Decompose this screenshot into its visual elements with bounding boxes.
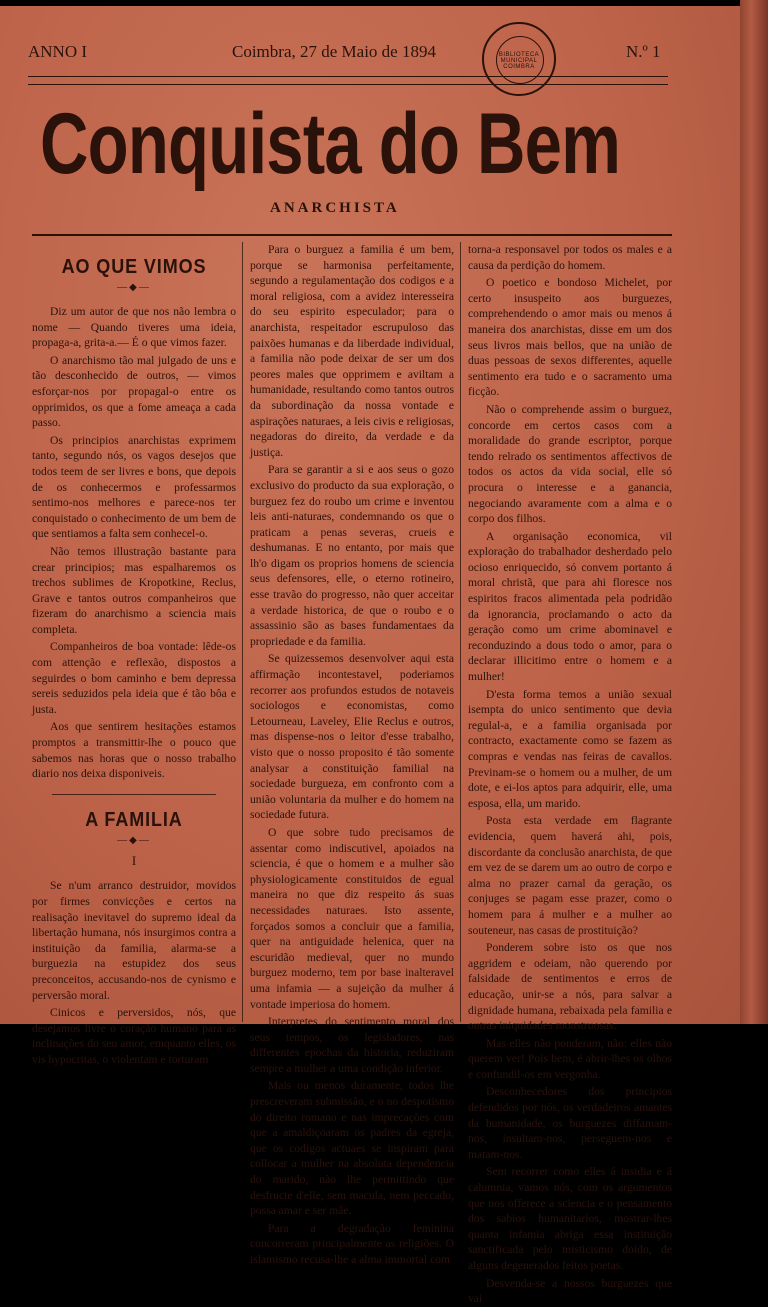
paragraph: Cinicos e perversidos, nós, que desejamos livre o coração humano para as inclinações do seu amor, emquanto elles, os vis hypocritas, o violentam e torturam xyxy=(32,1006,236,1066)
paragraph: Ponderem sobre isto os que nos aggridem e odeiam, não querendo por falsidade de sentimentos e erros de educação, unir-se a nós, para salvar a dignidade humana, rebaixada pela familia e outras iniquidades monstruosas. xyxy=(468,941,672,1033)
newspaper-page xyxy=(0,6,740,1306)
paragraph: Para o burguez a familia é um bem, porque se harmonisa perfeitamente, segundo a regulamentação dos codigos e a moral religiosa, com a avidez interesseira do seu espirito especulador; para o anarchista, respeitador escrupuloso das paixões humanas e da liberdade individual, a familia não pode deixar de ser um dos peores males que opprimem e aviltam a humanidade, resultando como tantos outros da subordinação da nossa vontade e aspirações naturaes, a leis civis e religiosas, negadoras do direito, da verdade e da justiça. xyxy=(250,243,454,459)
paragraph: Se n'um arranco destruidor, movidos por firmes convicções e certos na realisação inevitavel do supremo ideal da libertação humana, nós insurgimos contra a instituição da familia, alarma-se a burguezia na estupidez dos seus preconceitos, accusando-nos de cynismo e perversão moral. xyxy=(32,879,236,1002)
column-2 xyxy=(250,242,454,1266)
paragraph: Mas elles não ponderam, não: elles não querem ver! Pois bem, é abrir-lhes os olhos e confundil-os em vergonha. xyxy=(468,1036,672,1081)
paragraph: O que sobre tudo precisamos de assentar como indiscutivel, apoiados na sciencia, é que o homem e a mulher são physiologicamente constituidos de egual maneira no que diz respeito ás suas necessidades naturaes. Isto assente, forçados somos a concluir que a familia, quer na antiguidade helenica, quer na escuridão medieval, quer no mundo burguez moderno, tem por base inalteravel uma infamia — a sujeição da mulher á vontade imperiosa do homem. xyxy=(250,825,454,1011)
masthead-rule-top xyxy=(28,76,668,77)
page-edge xyxy=(740,0,768,1024)
paragraph: Desvenda-se a nossos burguezes que vai xyxy=(468,1276,672,1306)
paragraph: D'esta forma temos a união sexual isempta do unico sentimento que devia regulal-a, e a familia organisada por contracto, exactamente como se fazem as compras e vendas nas feiras de cavallos. Previnam-se o homem ou a mulher, de um dote, e ei-los aptos para adquirir, elle, uma esposa, ella, um marido. xyxy=(468,687,672,810)
issue-number: N.º 1 xyxy=(626,42,661,61)
stamp-text: BIBLIOTECA MUNICIPAL COIMBRA xyxy=(498,52,540,70)
article-heading-ao-que-vimos: AO QUE VIMOS xyxy=(61,256,207,278)
paragraph: Desconhecedores dos principios defendidos por nós, os verdadeiros amantes da humanidade, os burguezes diffamam-nos, insultam-nos, perseguem-nos e matam-nos. xyxy=(468,1085,672,1161)
volume-label: ANNO I xyxy=(28,42,88,61)
ornament: —◆— xyxy=(117,834,151,846)
column-1 xyxy=(32,242,236,1066)
column-separator-2 xyxy=(460,242,461,1022)
paragraph: Os principios anarchistas exprimem tanto, segundo nós, os vagos desejos que todos teem de ser livres e bons, que depois de os conhecermos e professarmos sentimo-nos melhores e parece-nos ter conquistado o conhecimento de um bem de que sentiamos a falta sem conhecel-o. xyxy=(32,433,236,541)
paragraph: Para a degradação feminina concorreram principalmente as religiões. O islamismo recusa-lhe a alma immortal com xyxy=(250,1221,454,1266)
column-3 xyxy=(468,242,672,1306)
paragraph: Para se garantir a si e aos seus o gozo exclusivo do producto da sua exploração, o burguez fez do roubo um crime e inventou leis anti-naturaes, condemnando os que o praticam a penas severas, crueis e deshumanas. E no entanto, por mais que lh'o digam os proprios homens de sciencia seus defensores, elle, o eterno rotineiro, esse travão do progresso, não quer acceitar a verdade historica, de que o roubo e o assassinio são as bases fundamentaes da propriedade e da familia. xyxy=(250,463,454,648)
dateline: Coimbra, 27 de Maio de 1894 xyxy=(232,42,436,61)
column-separator-1 xyxy=(242,242,243,1022)
paragraph: Não o comprehende assim o burguez, concorde em certos casos com a moralidade do grande escriptor, porque tendo relrado os sentimentos affectivos de todos os actos da vida social, elle só procura o interesse e a ganancia, negociando avaramente com a alma e o corpo dos filhos. xyxy=(468,402,672,526)
masthead-rule-top-2 xyxy=(28,84,668,85)
paragraph: Companheiros de boa vontade: lêde-os com attenção e reflexão, dispostos a seguirdes o bom caminho e bem depressa sereis seduzidos pela ideia que é tão bôa e justa. xyxy=(32,640,236,716)
paragraph: Posta esta verdade em flagrante evidencia, quem haverá ahi, pois, discordante da conclusão anarchista, de que em vez de se darem um ao outro de corpo e alma no prazer carnal da geração, os conjuges se pagam esse prazer, como o homem para á mulher e a mulher ao souteneur, nas casas de prostituição? xyxy=(468,814,672,937)
paragraph: O anarchismo tão mal julgado de uns e tão desconhecido de outros, — vimos esforçar-nos por propagal-o entre os opprimidos, os que a fome ameaça a cada passo. xyxy=(32,353,236,430)
paragraph: Não temos illustração bastante para crear principios; mas espalharemos os trechos sublimes de Kropotkine, Reclus, Grave e tantos outros companheiros que fizeram do anarchismo a sciencia mais completa. xyxy=(32,544,236,636)
paragraph: Se quizessemos desenvolver aqui esta affirmação incontestavel, poderiamos recorrer aos profundos estudos de notaveis sociologos e economistas, como Letourneau, Laveley, Elie Reclus e outros, mas dispense-nos o leitor d'esse trabalho, visto que o nosso proposito é tão somente analysar a constituição familial na sociedade burgueza, em confronto com a união voluntaria da mulher e do homem na sociedade futura. xyxy=(250,652,454,822)
paragraph: Interpretes do sentimento moral dos seus tempos, os legisladores, nas differentes epochas da historia, reduziram sempre a mulher a uma condição inferior. xyxy=(250,1015,454,1075)
paragraph: torna-a responsavel por todos os males e a causa da perdição do homem. xyxy=(468,243,672,272)
section-rule xyxy=(52,794,216,795)
article-heading-a-familia: A FAMILIA xyxy=(85,808,183,831)
paragraph: Aos que sentirem hesitações estamos promptos a transmittir-lhe o pouco que sabemos nas horas que o nosso trabalho diario nos deixa disponiveis. xyxy=(32,720,236,781)
masthead-rule-bottom xyxy=(32,234,672,236)
newspaper-subtitle: ANARCHISTA xyxy=(270,200,400,216)
paragraph: Mais ou menos duramente, todos lhe prescreveram submissão, e o no despotismo do direito romano e nas imprecações com que a amaldiçoaram os padres da egreja, que os codigos actuaes se inspiram para collocar a mulher na absoluta dependencia do marido, não lhe permittindo que desfructe d'elle, sem macula, nem peccado, possa amar e ser mãe. xyxy=(250,1079,454,1218)
paragraph: Sem recorrer como elles á insidia e á calumnia, vamos nós, com os argumentos que nos offerece a sciencia e o pensamento dos sabios humanitarios, mostrar-lhes quanta infamia abriga essa instituição sanctificada pelo misticismo doido, de alguns degenerados feitos poetas. xyxy=(468,1165,672,1272)
paragraph: A organisação economica, vil exploração do trabalhador desherdado pelo ocioso enriquecido, só convem portanto á moral christã, que para ahi floresce nos espiritos fracos alimentada pela podridão da ignorancia, proclamando o acto da geração como um crime abominavel e reconduzindo a dous todo o amor, para o declarar illicitimo entre o homem e a mulher! xyxy=(468,529,672,684)
paragraph: Diz um autor de que nos não lembra o nome — Quando tiveres uma ideia, propaga-a, grita-a.— É o que vimos fazer. xyxy=(32,305,236,350)
ornament: —◆— xyxy=(117,282,151,293)
paragraph: O poetico e bondoso Michelet, por certo insuspeito aos burguezes, comprehendendo o amor mais ou menos á maneira dos anarchistas, disse em um dos seus livros mais bellos, que na união de duas pessoas de sexos differentes, aquelle sentimento era tudo e o sacramento uma ficção. xyxy=(468,276,672,399)
newspaper-title: Conquista do Bem xyxy=(40,96,621,192)
section-number: I xyxy=(131,852,137,868)
